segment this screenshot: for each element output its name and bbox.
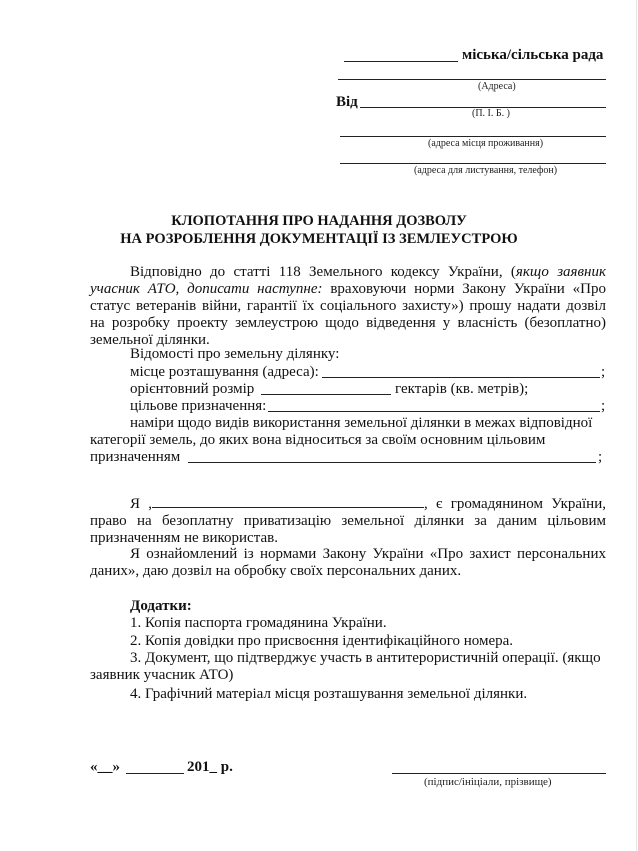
intro-paragraph	[90, 264, 606, 349]
location-semicolon: ;	[601, 364, 606, 380]
signature-caption: (підпис/ініціали, прізвище)	[424, 776, 552, 788]
attachments-heading: Додатки:	[130, 598, 192, 614]
location-label: місце розташування (адреса):	[130, 364, 319, 380]
intent-text: наміри щодо видів використання земельної ділянки в межах відповідної категорії земель, до яких вона відноситься за своїм основним цільовим призначенням	[90, 415, 593, 465]
size-unit: гектарів (кв. метрів);	[395, 381, 529, 397]
attachment-item-3-text: 3. Документ, що підтверджує участь в антитерористичній операції. (якщо заявник учасник АТО)	[90, 650, 601, 683]
council-name-field[interactable]	[344, 61, 458, 62]
attachment-item-4: 4. Графічний матеріал місця розташування земельної ділянки.	[130, 686, 528, 702]
residence-caption: (адреса місця проживання)	[428, 138, 544, 149]
address-caption: (Адреса)	[478, 81, 516, 92]
consent-paragraph	[90, 546, 606, 580]
document-title-line2: НА РОЗРОБЛЕННЯ ДОКУМЕНТАЦІЇ ІЗ ЗЕМЛЕУСТРОЮ	[120, 231, 518, 247]
intro-text-2: враховуючи норми Закону України «Про статус ветеранів війни, гарантії їх соціального захисту») прошу надати дозвіл на розробку проекту землеустрою щодо відведення у власність (безоплатно) земельної ділянки.	[90, 281, 606, 348]
attachment-item-2: 2. Копія довідки про присвоєння ідентифікаційного номера.	[130, 633, 514, 649]
location-field[interactable]	[322, 377, 600, 378]
date-year: 201_ р.	[187, 759, 233, 775]
correspondence-address-field[interactable]	[340, 163, 606, 164]
council-address-field[interactable]	[338, 79, 606, 80]
citizen-prefix: Я ,	[130, 496, 153, 512]
citizen-suffix: , є громадянином України, право на безоплатну приватизацію земельної ділянки за даним цільовим призначенням не використав.	[90, 496, 606, 546]
correspondence-caption: (адреса для листування, телефон)	[414, 165, 558, 176]
page-edge	[636, 0, 637, 851]
citizen-paragraph	[90, 494, 606, 547]
date-day: «__»	[90, 759, 120, 775]
purpose-field[interactable]	[268, 411, 600, 412]
size-label: орієнтовний розмір	[130, 381, 255, 397]
council-label: міська/сільська рада	[462, 47, 604, 63]
from-label: Від	[336, 94, 358, 110]
consent-text: Я ознайомлений із нормами Закону України «Про захист персональних даних», даю дозвіл на обробку своїх персональних даних.	[90, 546, 606, 579]
intro-italic-note: якщо заявник учасник АТО, дописати наступне:	[90, 264, 606, 297]
size-field[interactable]	[261, 394, 391, 395]
citizen-name-field[interactable]	[152, 494, 424, 508]
attachment-item-3	[90, 650, 606, 684]
signature-field[interactable]	[392, 773, 606, 774]
intro-text-1: Відповідно до статті 118 Земельного кодексу України, (	[130, 264, 516, 280]
attachment-item-1: 1. Копія паспорта громадянина України.	[130, 615, 387, 631]
name-caption: (П. І. Б. )	[472, 108, 510, 119]
intent-paragraph	[90, 415, 603, 466]
purpose-label: цільове призначення:	[130, 398, 267, 414]
residence-address-field[interactable]	[340, 136, 606, 137]
intent-field[interactable]	[188, 462, 596, 463]
plot-info-heading: Відомості про земельну ділянку:	[130, 346, 340, 362]
document-title-line1: КЛОПОТАННЯ ПРО НАДАННЯ ДОЗВОЛУ	[171, 213, 467, 229]
intent-semicolon: ;	[598, 449, 603, 465]
purpose-semicolon: ;	[601, 398, 606, 414]
date-month-field[interactable]	[126, 773, 184, 774]
